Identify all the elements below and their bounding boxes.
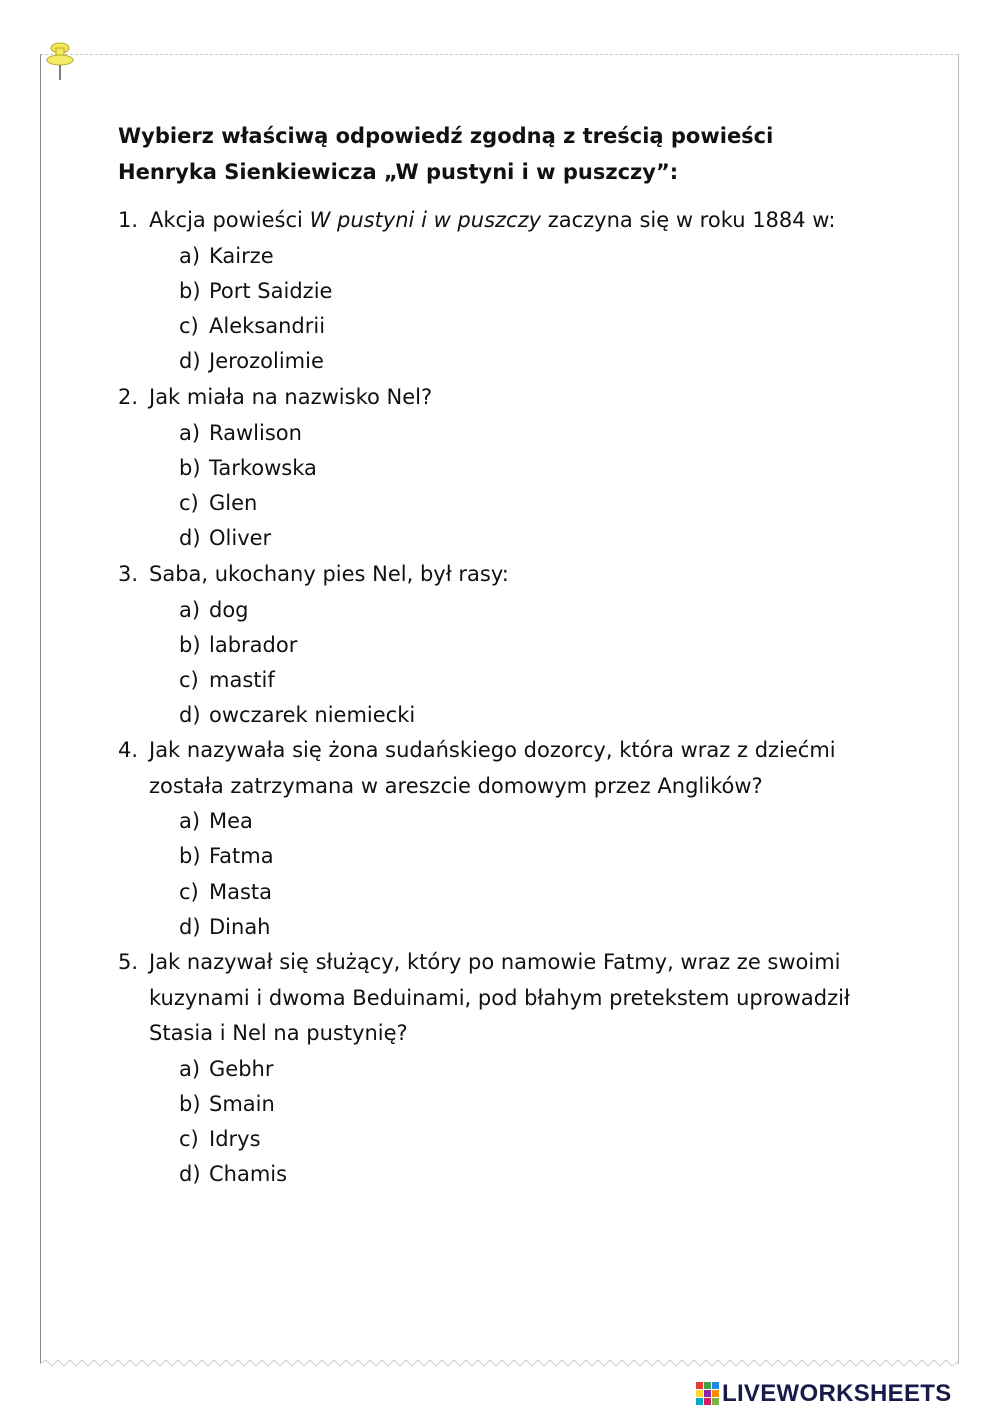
answer-option[interactable]: b) Port Saidzie <box>179 278 333 303</box>
question-number: 2. <box>118 385 139 409</box>
liveworksheets-logo-icon <box>696 1382 720 1406</box>
question-2 <box>118 380 878 557</box>
pushpin-icon <box>44 40 84 84</box>
question-text: Jak nazywała się żona sudańskiego dozorcy, która wraz z dziećmi została zatrzymana w areszcie domowym przez Anglików? <box>149 738 836 798</box>
answer-option[interactable]: c) Idrys <box>179 1127 261 1152</box>
answer-option[interactable]: b) Fatma <box>179 844 274 869</box>
answer-option[interactable]: b) Tarkowska <box>179 455 317 480</box>
answer-option[interactable]: a) Kairze <box>179 243 274 268</box>
answer-list <box>179 239 878 380</box>
question-text: Saba, ukochany pies Nel, był rasy: <box>149 562 509 586</box>
question-text: Akcja powieści W pustyni i w puszczy zaczyna się w roku 1884 w: <box>149 208 836 232</box>
answer-option[interactable]: c) Masta <box>179 879 273 904</box>
sheet-left-border <box>40 54 41 1364</box>
answer-option[interactable]: d) Jerozolimie <box>179 349 324 374</box>
question-1 <box>118 203 878 380</box>
liveworksheets-brand <box>696 1380 952 1408</box>
answer-option[interactable]: d) Oliver <box>179 526 272 551</box>
question-text: Jak nazywał się służący, który po namowie Fatmy, wraz ze swoimi kuzynami i dwoma Beduinami, pod błahym pretekstem uprowadził Stasia i Nel na pustynię? <box>149 950 850 1045</box>
torn-edge-divider <box>40 1358 958 1370</box>
question-5 <box>118 945 878 1193</box>
answer-option[interactable]: a) Mea <box>179 809 253 833</box>
sheet-top-border <box>40 54 958 55</box>
answer-option[interactable]: b) Smain <box>179 1091 275 1116</box>
question-3 <box>118 557 878 734</box>
novel-title-italic: W pustyni i w puszczy <box>309 208 542 232</box>
worksheet-title: Wybierz właściwą odpowiedź zgodną z treścią powieści Henryka Sienkiewicza „W pustyni i w puszczy”: <box>118 124 774 184</box>
answer-option[interactable]: c) Aleksandrii <box>179 314 326 339</box>
question-number: 5. <box>118 950 139 974</box>
question-number: 3. <box>118 562 139 586</box>
question-4 <box>118 733 878 945</box>
answer-option[interactable]: c) mastif <box>179 668 275 693</box>
brand-name: LIVEWORKSHEETS <box>722 1380 952 1407</box>
answer-option[interactable]: a) dog <box>179 597 249 622</box>
answer-option[interactable]: c) Glen <box>179 491 258 516</box>
sheet-right-border <box>958 54 959 1364</box>
answer-option[interactable]: b) labrador <box>179 632 298 657</box>
answer-option[interactable]: a) Gebhr <box>179 1056 274 1081</box>
answer-list <box>179 804 878 945</box>
question-text: Jak miała na nazwisko Nel? <box>149 385 433 409</box>
question-number: 1. <box>118 208 139 232</box>
answer-option[interactable]: d) Dinah <box>179 914 271 939</box>
answer-option[interactable]: d) owczarek niemiecki <box>179 703 416 728</box>
answer-option[interactable]: a) Rawlison <box>179 420 302 445</box>
answer-list <box>179 593 878 734</box>
question-number: 4. <box>118 738 139 762</box>
answer-list <box>179 1052 878 1193</box>
answer-list <box>179 416 878 557</box>
answer-option[interactable]: d) Chamis <box>179 1162 288 1187</box>
